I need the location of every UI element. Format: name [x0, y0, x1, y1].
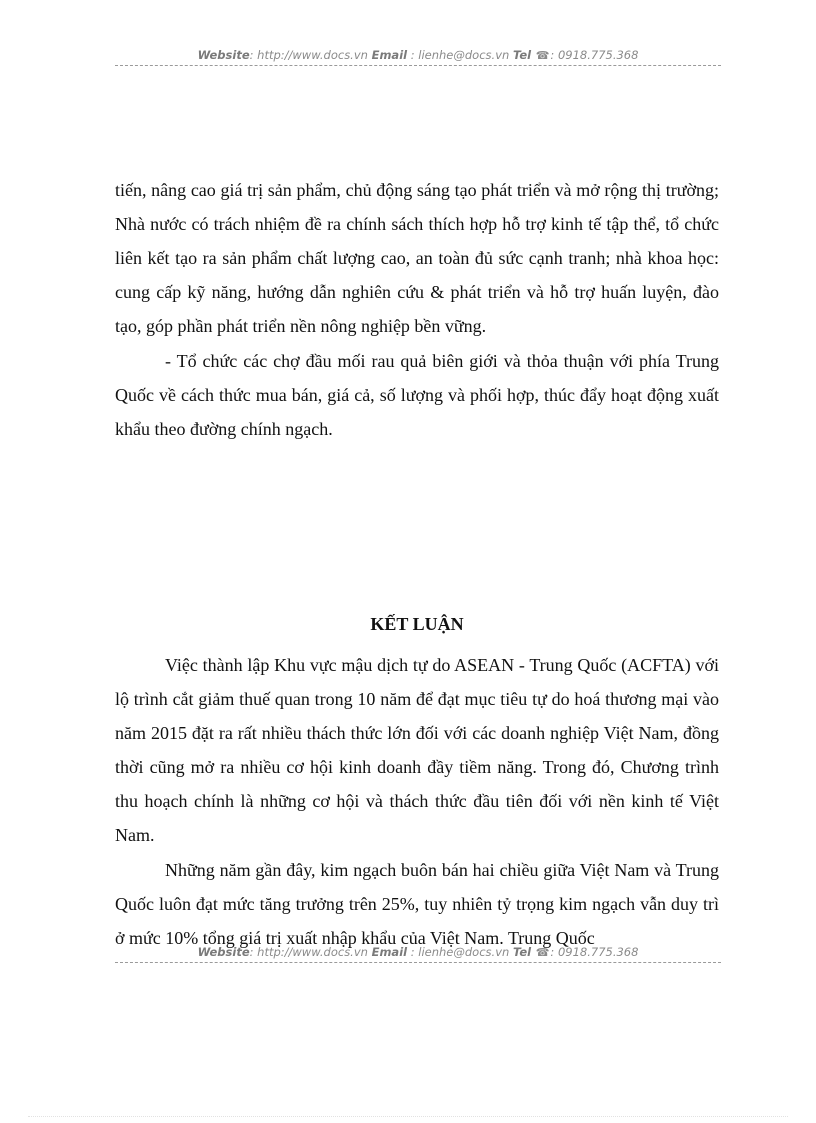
- header-tel-label: Tel: [512, 48, 532, 62]
- footer-email-label: Email: [371, 945, 408, 959]
- header-email-value: : lienhe@docs.vn: [410, 48, 510, 62]
- paragraph-continued: tiến, nâng cao giá trị sản phẩm, chủ động sáng tạo phát triển và mở rộng thị trường; Nhà nước có trách nhiệm đề ra chính sách thích hợp hỗ trợ kinh tế tập thể, tổ chức liên kết tạo ra sản phẩm chất lượng cao, an toàn đủ sức cạnh tranh; nhà khoa học: cung cấp kỹ năng, hướng dẫn nghiên cứu & phát triển và hỗ trợ huấn luyện, đào tạo, góp phần phát triển nền nông nghiệp bền vững.: [115, 180, 719, 336]
- paragraph-bullet: - Tổ chức các chợ đầu mối rau quả biên giới và thỏa thuận với phía Trung Quốc về cách thức mua bán, giá cả, số lượng và phối hợp, thúc đẩy hoạt động xuất khẩu theo đường chính ngạch.: [115, 351, 719, 439]
- body-block-2: [115, 344, 719, 446]
- phone-icon: ☎: [535, 49, 550, 62]
- footer-tel-value: : 0918.775.368: [550, 945, 639, 959]
- phone-icon: ☎: [535, 946, 550, 959]
- page-footer: [115, 945, 721, 963]
- body-block-3: [115, 648, 719, 852]
- paragraph-conclusion-1: Việc thành lập Khu vực mậu dịch tự do ASEAN - Trung Quốc (ACFTA) với lộ trình cắt giảm thuế quan trong 10 năm để đạt mục tiêu tự do hoá thương mại vào năm 2015 đặt ra rất nhiều thách thức lớn đối với các doanh nghiệp Việt Nam, đồng thời cũng mở ra nhiều cơ hội kinh doanh đầy tiềm năng. Trong đó, Chương trình thu hoạch chính là những cơ hội và thách thức đầu tiên đối với nền kinh tế Việt Nam.: [115, 655, 719, 845]
- footer-website-value: : http://www.docs.vn: [249, 945, 368, 959]
- footer-divider: [115, 962, 721, 963]
- header-tel-value: : 0918.775.368: [550, 48, 639, 62]
- page-header: [115, 48, 721, 66]
- footer-email-value: : lienhe@docs.vn: [410, 945, 510, 959]
- header-website-value: : http://www.docs.vn: [249, 48, 368, 62]
- header-website-label: Website: [197, 48, 250, 62]
- header-divider: [115, 65, 721, 66]
- page-edge-divider: [28, 1116, 788, 1117]
- paragraph-conclusion-2: Những năm gần đây, kim ngạch buôn bán hai chiều giữa Việt Nam và Trung Quốc luôn đạt mức tăng trưởng trên 25%, tuy nhiên tỷ trọng kim ngạch vẫn duy trì ở mức 10% tổng giá trị xuất nhập khẩu của Việt Nam. Trung Quốc: [115, 860, 719, 948]
- footer-tel-label: Tel: [512, 945, 532, 959]
- footer-website-label: Website: [197, 945, 250, 959]
- body-block-1: [115, 173, 719, 343]
- header-email-label: Email: [371, 48, 408, 62]
- section-title: KẾT LUẬN: [370, 614, 464, 634]
- body-block-4: [115, 853, 719, 955]
